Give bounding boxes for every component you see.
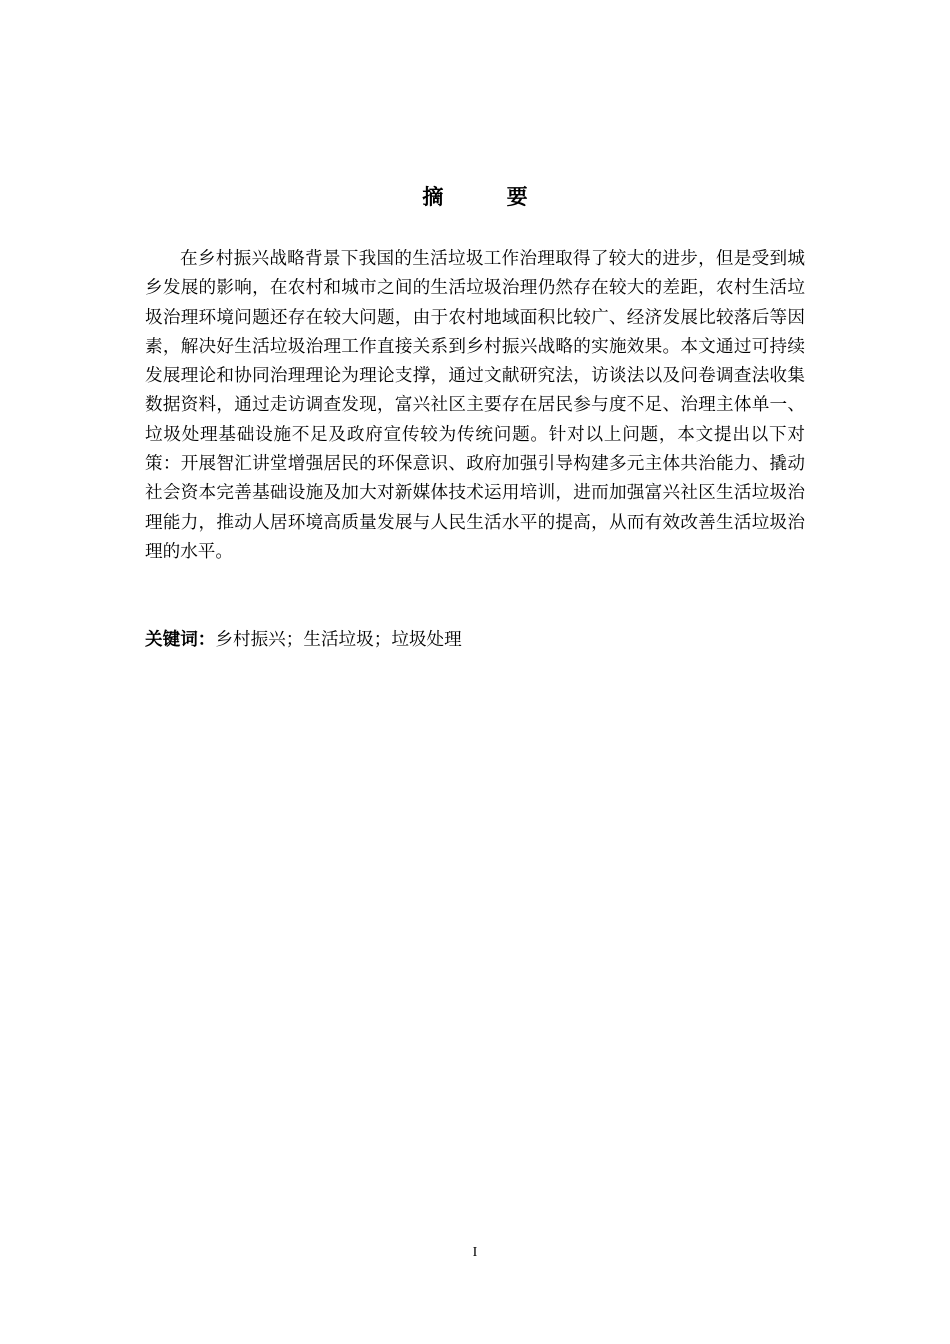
abstract-body: 在乡村振兴战略背景下我国的生活垃圾工作治理取得了较大的进步，但是受到城乡发展的影响，在农村和城市之间的生活垃圾治理仍然存在较大的差距，农村生活垃圾治理环境问题还存在较大问题，由于农村地域面积比较广、经济发展比较落后等因素，解决好生活垃圾治理工作直接关系到乡村振兴战略的实施效果。本文通过可持续发展理论和协同治理理论为理论支撑，通过文献研究法，访谈法以及问卷调查法收集数据资料，通过走访调查发现，富兴社区主要存在居民参与度不足、治理主体单一、垃圾处理基础设施不足及政府宣传较为传统问题。针对以上问题，本文提出以下对策：开展智汇讲堂增强居民的环保意识、政府加强引导构建多元主体共治能力、撬动社会资本完善基础设施及加大对新媒体技术运用培训，进而加强富兴社区生活垃圾治理能力，推动人居环境高质量发展与人民生活水平的提高，从而有效改善生活垃圾治理的水平。: [145, 249, 805, 562]
keywords-list: 乡村振兴；生活垃圾；垃圾处理: [215, 630, 462, 650]
keywords-label: 关键词：: [145, 630, 216, 650]
abstract-title: 摘 要: [422, 185, 556, 209]
page-number: I: [472, 1245, 478, 1260]
keywords-line: [145, 626, 805, 655]
